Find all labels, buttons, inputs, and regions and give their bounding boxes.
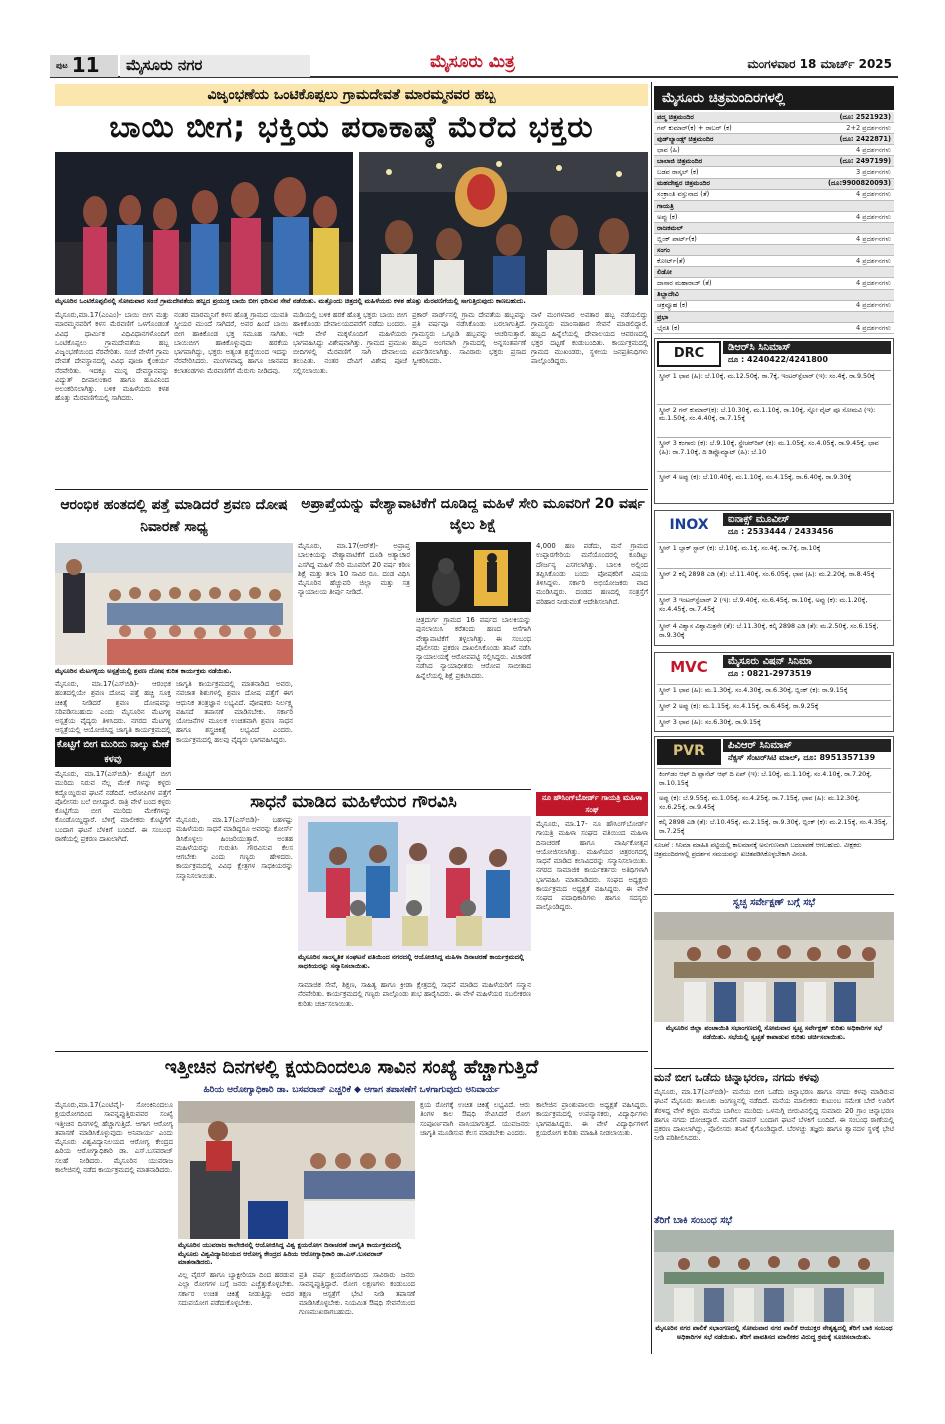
screen-schedule: ಸ್ಕ್ರೀನ್ 1 ಛಾವ (ಹಿ): ಮ.1.30ಕ್ಕೆ, ಸಂ.4.30ಕ್ಕೆ, ರಾ.6.30ಕ್ಕೆ, ಬ್ಲಿಂಕ್ (ಕ): ರಾ.9.15ಕ್ಕೆ (657, 684, 891, 700)
multiplex-box (654, 652, 894, 732)
tax-caption: ಮೈಸೂರಿನ ನಗರ ಪಾಲಿಕೆ ಸಭಾಂಗಣದಲ್ಲಿ ಸೋಮವಾರ ನಗರ ಪಾಲಿಕೆ ಆಯುಕ್ತರ ನೇತೃತ್ವದಲ್ಲಿ ತೆರಿಗೆ ಬಾಕಿ ಸಂಬಂಧ ಅಧಿಕಾರಿಗಳ ಸಭೆ ನಡೆಯಿತು. ತೆರಿಗೆ ಪಾವತಿಸದ ಮಾಲೀಕರ ವಿರುದ್ಧ ಕ್ರಮಕ್ಕೆ ಸೂಚಿಸಲಾಯಿತು. (655, 1324, 893, 1341)
multiplex-logo: INOX (657, 513, 721, 539)
theatre-phone: (ದೂ: 2497199) (839, 157, 891, 166)
theatre-show (654, 234, 894, 245)
screen-schedule: ಸ್ಕ್ರೀನ್ 3 ಕಂಗಾರು (ಕ): ಬೆ.9.10ಕ್ಕೆ, ಸ್ಟ್ರೇಚರ್‌ರಿಪ್ (ಕ): ಮ.1.05ಕ್ಕೆ, ಸಂ.4.05ಕ್ಕೆ, ರಾ.9.45ಕ್ಕೆ, ಛಾವ (ಹಿ): ರಾ.7.10ಕ್ಕೆ, ದಿ ಡಿಪ್ಲೊಮ್ಯಾಟ್ (ಹಿ): ಬೆ.10 (657, 437, 891, 471)
burglary-headline: ಮನೆ ಬೀಗ ಒಡೆದು ಚಿನ್ನಾಭರಣ, ನಗದು ಕಳವು (654, 1068, 894, 1086)
women-column-1: ಮೈಸೂರು, ಮಾ.17(ಎಸ್‌ಬಿಡಿ)- ಬಹಳಷ್ಟು ಮಹಿಳೆಯರು ಸಾಧನೆ ಮಾಡಿದ್ದರೂ ಅವರನ್ನು ಕೋರ್ಸ್ ಡಿಸಿಕೊಳ್ಳಲು ಹಿಂಜರಿಯುತ್ತಾರೆ. ಅಂತಹ ಮಹಿಳೆಯರನ್ನು ಗುರುತಿಸಿ ಗೌರವಿಸುವ ಕೆಲಸ ಆಗಬೇಕು ಎಂದು ಗಣ್ಯರು ಹೇಳಿದರು. ಕಾರ್ಯಕ್ರಮದಲ್ಲಿ ವಿವಿಧ ಕ್ಷೇತ್ರಗಳ ಸಾಧಕಿಯರನ್ನು ಸನ್ಮಾನಿಸಲಾಯಿತು. (176, 816, 293, 880)
women-headline: ಸಾಧನೆ ಮಾಡಿದ ಮಹಿಳೆಯರ ಗೌರವಿಸಿ (176, 789, 531, 813)
multiplex-name: ಮೈಸೂರು ವಿಷನ್ ಸಿನಿಮಾ (723, 655, 891, 668)
lead-column-3: ಮಡಿಯಲ್ಲಿ ಬಳಿಕ ಹರಕೆ ಹೊತ್ತ ಭಕ್ತರು ಬಾಯಿ ಬೀಗ ಹಾಕಿಕೊಂಡು ದೇವಾಲಯದವರೆಗೆ ನಡೆದು ಬಂದರು. ಇದೇ ವೇಳೆ ಮಕ್ಕಳೊಂದಿಗೆ ಮಹಿಳೆಯರು ಭಾಗವಹಿಸಿದ್ದು ವಿಶೇಷವಾಗಿತ್ತು. ಗ್ರಾಮದ ಪ್ರಮುಖ ಬೀದಿಗಳಲ್ಲಿ ಮೆರವಣಿಗೆ ಸಾಗಿ ದೇವಾಲಯ ತಲುಪಿತು. ನಂತರ ದೇವಿಗೆ ವಿಶೇಷ ಪೂಜೆ ಸಲ್ಲಿಸಲಾಯಿತು. (293, 311, 407, 375)
show-count: 4 ಪ್ರದರ್ಶನಗಳು (855, 234, 891, 243)
theatre-show (654, 323, 894, 334)
theatre-name: ಮಹದೇಶ್ವರ ಚಿತ್ರಮಂದಿರ (657, 179, 710, 188)
masthead (50, 52, 898, 78)
theatre-show (654, 168, 894, 179)
tax-photo (654, 1230, 894, 1322)
hearing-headline: ಆರಂಭಿಕ ಹಂತದಲ್ಲಿ ಪತ್ತೆ ಮಾಡಿದರೆ ಶ್ರವಣ ದೋಷ ನಿವಾರಣೆ ಸಾಧ್ಯ (60, 497, 288, 535)
section-title: ಮೈಸೂರು ನಗರ (120, 55, 310, 77)
theft-body: ಮೈಸೂರು, ಮಾ.17(ಎಸ್‌ಬಿಡಿ)- ಕೊಟ್ಟಿಗೆ ಬೀಗ ಮುರಿದು ನಿರುವ ನೆಲ್ಲ ಮೇಕೆ ಗಳನ್ನು ಕಳ್ಳರು ಕದ್ದೊಯ್ದಿರುವ ಘಟನೆ ನಡೆದಿದೆ. ಆರೋಪಿಗಳ ಪತ್ತೆಗೆ ಪೊಲೀಸರು ಬಲೆ ಬೀಸಿದ್ದಾರೆ. ರಾತ್ರಿ ವೇಳೆ ಬಂದ ಕಳ್ಳರು ಕೊಟ್ಟಿಗೆಯ ಬೀಗ ಮುರಿದು ಮೇಕೆಗಳನ್ನು ಕೊಂಡೊಯ್ದಿದ್ದಾರೆ. ಬೆಳಿಗ್ಗೆ ಮಾಲೀಕರು ಕೊಟ್ಟಿಗೆಗೆ ಬಂದಾಗ ಘಟನೆ ಬೆಳಕಿಗೆ ಬಂದಿದೆ. ಈ ಸಂಬಂಧ ಠಾಣೆಯಲ್ಲಿ ಪ್ರಕರಣ ದಾಖಲಾಗಿದೆ. (55, 770, 171, 843)
theatre-name: ರಾಜಕಮಲ್ (657, 223, 683, 232)
theatre-show (654, 212, 894, 223)
page-number: 11 (71, 53, 100, 78)
page-label-text: ಪುಟ (56, 60, 68, 70)
multiplex-name: ಡಿಆರ್‌ಸಿ ಸಿನಿಮಾಸ್ (723, 341, 891, 354)
screen-schedule: ಸ್ಕ್ರೀನ್ 1 ಬ್ಲಾಕ್ ಸ್ಟಾರ್ (ಕ): ಬೆ.10ಕ್ಕೆ, ಮ.1ಕ್ಕೆ, ಸಂ.4ಕ್ಕೆ, ರಾ.7ಕ್ಕೆ, ರಾ.10ಕ್ಕೆ (657, 542, 891, 568)
theatre-show (654, 256, 894, 267)
screen-schedule: ಸ್ಕ್ರೀನ್ 2 ಗನ್ ಕುಮಾರ್(ಕ): ಬೆ.10.30ಕ್ಕೆ, ಮ.1.10ಕ್ಕೆ, ರಾ.10ಕ್ಕೆ, ಸ್ನೋ ವೈಟ್ ಪೂ ಸೋಮವಿ (ಇ): ಮ.1.50ಕ್ಕೆ, ಸಂ.4.40ಕ್ಕೆ, ರಾ.7.15ಕ್ಕೆ (657, 404, 891, 438)
rule (55, 489, 648, 490)
theatre-venue (654, 290, 894, 301)
women-photo (298, 816, 531, 951)
tb-column-3: ಪ್ರತಿ ವರ್ಷ ಕ್ಷಯರೋಗದಿಂದ ಸಾವಿರಾರು ಜನರು ಸಾವನ್ನಪ್ಪುತ್ತಿದ್ದಾರೆ. ರೋಗ ಲಕ್ಷಣಗಳು ಕಂಡುಬಂದ ತಕ್ಷಣ ಆಸ್ಪತ್ರೆಗೆ ಭೇಟಿ ನೀಡಿ ತಪಾಸಣೆ ಮಾಡಿಸಿಕೊಳ್ಳಬೇಕು. ನಿಯಮಿತ ಔಷಧಿ ಸೇವನೆಯಿಂದ ಗುಣಮುಖರಾಗಬಹುದು. (299, 1271, 415, 1316)
court-column-3: 4,000 ಹಣ ಪಡೆದು, ಮನೆ ಗ್ರಾಮದ ಉಪ್ಪಾರಗೇರಿಯ ಮನೆಯೊಂದರಲ್ಲಿ ಕೂಡಿಟ್ಟು ದೌರ್ಜನ್ಯ ಎಸಗಲಾಗಿತ್ತು. ಬಾಲಕಿ ಅಲ್ಲಿಂದ ತಪ್ಪಿಸಿಕೊಂಡು ಬಂದು ಪೋಷಕರಿಗೆ ವಿಷಯ ತಿಳಿಸಿದ್ದಳು. ಸರ್ಕಾರಿ ಅಭಿಯೋಜಕರು ವಾದ ಮಂಡಿಸಿದ್ದರು. ದಂಡದ ಹಣದಲ್ಲಿ ಸಂತ್ರಸ್ತೆಗೆ ಪರಿಹಾರ ನೀಡುವಂತೆ ಆದೇಶಿಸಲಾಗಿದೆ. (536, 542, 648, 606)
show-count: 3 ಪ್ರದರ್ಶನಗಳು (855, 168, 891, 177)
theatre-venue (654, 245, 894, 256)
film-title: ದಾಸಾರ ಮಹಾರಾಜ್ (ತೆ) (657, 279, 712, 288)
screen-schedule: ಸ್ಕ್ರೀನ್ 3 ಇಂಟರ್‌ಸ್ಟೆಲಾರ್ 2 (ಇ): ಬೆ.9.40ಕ್ಕೆ, ಸಂ.6.45ಕ್ಕೆ, ರಾ.10ಕ್ಕೆ, ಅಪ್ಪು (ಕ): ಮ.1.20ಕ್ಕೆ, ಸಂ.4.45ಕ್ಕೆ, ರಾ.7.45ಕ್ಕೆ (657, 594, 891, 620)
lead-column-5: ನಾಳೆ ಮಂಗಳವಾರ ಅವತಾರ ಹಬ್ಬ ನಡೆಯಲಿದ್ದು ಗ್ರಾಮಸ್ಥರು ಮಾಂಸಾಹಾರ ಸೇವನೆ ಮಾಡಲಿದ್ದಾರೆ. ಹಬ್ಬದ ಹಿನ್ನೆಲೆಯಲ್ಲಿ ದೇವಾಲಯದ ಆವರಣದಲ್ಲಿ ಭಕ್ತರ ದಟ್ಟಣೆ ಕಂಡುಬಂದಿತು. ಕಾರ್ಯಕ್ರಮದಲ್ಲಿ ಗ್ರಾಮದ ಮುಖಂಡರು, ಸ್ಥಳೀಯ ಜನಪ್ರತಿನಿಧಿಗಳು ಪಾಲ್ಗೊಂಡಿದ್ದರು. (531, 311, 648, 366)
show-count: 4 ಪ್ರದರ್ಶನಗಳು (855, 146, 891, 155)
tb-column-1: ಮೈಸೂರು,ಮಾ.17(ಎಂಟಿವೈ)- ಸೋಂಕಿನಿಂದಲೂ ಕ್ಷಯರೋಗದಿಂದ ಸಾವನ್ನಪ್ಪುತ್ತಿರುವವರ ಸಂಖ್ಯೆ ಇತ್ತೀಚಿನ ದಿನಗಳಲ್ಲಿ ಹೆಚ್ಚಾಗುತ್ತಿದೆ. ಆಗಾಗ ಆರೋಗ್ಯ ತಪಾಸಣೆ ಮಾಡಿಸಿಕೊಳ್ಳುವುದು ಅನಿವಾರ್ಯ ಎಂದು ಮೈಸೂರು ವಿಶ್ವವಿದ್ಯಾನಿಲಯದ ಆರೋಗ್ಯ ಕೇಂದ್ರದ ಹಿರಿಯ ಆರೋಗ್ಯಾಧಿಕಾರಿ ಡಾ. ಎಸ್.ಬಸವರಾಜ್ ಸಲಹೆ ನೀಡಿದರು. ಮೈಸೂರಿನ ಯುವರಾಜ ಕಾಲೇಜಿನಲ್ಲಿ ನಡೆದ ಕಾರ್ಯಕ್ರಮದಲ್ಲಿ ಮಾತನಾಡಿದರು. (55, 1101, 173, 1174)
theatre-phone: (ದೂ: 2422871) (839, 134, 891, 143)
lead-headline: ಬಾಯಿ ಬೀಗ; ಭಕ್ತಿಯ ಪರಾಕಾಷ್ಠೆ ಮೆರೆದ ಭಕ್ತರು (109, 110, 594, 145)
film-title: ಛಾವ (ಹಿ) (657, 146, 680, 155)
gayatri-kicker: ನೂ ಹೌಸಿಂಗ್‌ಬೋರ್ಡ್ ಗಾಯತ್ರಿ ಮಹಿಳಾ ಸಂಘ (536, 792, 648, 816)
film-title: ಬ್ಲಿಂಕ್ ಪಾರ್ಟ್(ಕ) (657, 234, 697, 243)
multiplex-logo: MVC (657, 655, 721, 681)
women-column-2: ಸಾಮಾಜಿಕ ಸೇವೆ, ಶಿಕ್ಷಣ, ಸಾಹಿತ್ಯ ಹಾಗೂ ಕ್ರೀಡಾ ಕ್ಷೇತ್ರದಲ್ಲಿ ಸಾಧನೆ ಮಾಡಿದ ಮಹಿಳೆಯರಿಗೆ ಸನ್ಮಾನ ನೆರವೇರಿತು. ಕಾರ್ಯಕ್ರಮದಲ್ಲಿ ಗಣ್ಯರು ಪಾಲ್ಗೊಂಡು ಶುಭ ಹಾರೈಸಿದರು. ಈ ವೇಳೆ ಮಹಿಳೆಯರ ಸಬಲೀಕರಣ ಕುರಿತು ಚರ್ಚಿಸಲಾಯಿತು. (298, 981, 531, 1008)
theatre-venue (654, 267, 894, 278)
multiplex-logo: PVR (657, 739, 721, 765)
tb-subhead: ಹಿರಿಯ ಆರೋಗ್ಯಾಧಿಕಾರಿ ಡಾ. ಬಸವರಾಜ್ ಎಚ್ಚರಿಕೆ ◆ ಆಗಾಗ ತಪಾಸಣೆಗೆ ಒಳಗಾಗುವುದು ಅನಿವಾರ್ಯ (203, 1085, 500, 1095)
burglary-body: ಮೈಸೂರು, ಮಾ.17(ಎಸ್‌ಬಿಡಿ)- ಮನೆಯ ಬೀಗ ಒಡೆದು ಚಿನ್ನಾಭರಣ ಹಾಗೂ ನಗದು ಕಳವು ಮಾಡಿರುವ ಘಟನೆ ಮೈಸೂರು ತಾಲೂಕು ಜಂಗಣ್ಣನಲ್ಲಿ ನಡೆದಿದೆ. ಮನೆಯ ಮಾಲೀಕರು ಕುಟುಂಬ ಸಮೇತ ಬೇರೆ ಊರಿಗೆ ತೆರಳಿದ್ದ ವೇಳೆ ಕಳ್ಳರು ಮನೆಯ ಬಾಗಿಲು ಮುರಿದು ಒಳನುಗ್ಗಿ ಬೀರುವಿನಲ್ಲಿದ್ದ ಸುಮಾರು 20 ಗ್ರಾಂ ಚಿನ್ನಾಭರಣ ಹಾಗೂ ನಗದು ದೋಚಿದ್ದಾರೆ. ಮನೆಗೆ ವಾಪಸ್ ಬಂದಾಗ ಘಟನೆ ಬೆಳಕಿಗೆ ಬಂದಿದೆ. ಈ ಸಂಬಂಧ ಠಾಣೆಯಲ್ಲಿ ಪ್ರಕರಣ ದಾಖಲಾಗಿದ್ದು, ಪೊಲೀಸರು ತನಿಖೆ ಕೈಗೊಂಡಿದ್ದಾರೆ. ಬೆರಳಚ್ಚು ತಜ್ಞರು ಹಾಗೂ ಶ್ವಾನದಳ ಸ್ಥಳಕ್ಕೆ ಭೇಟಿ ನೀಡಿ ಪರಿಶೀಲಿಸಿದರು. (654, 1088, 894, 1143)
film-title: ಚಕ್ರವ್ಯೂಹ (ಕ) (657, 301, 688, 310)
page-label (50, 55, 118, 77)
court-column-1: ಮೈಸೂರು, ಮಾ.17(ಆರ್‌ಕೆ)- ಅಪ್ರಾಪ್ತ ಬಾಲಕಿಯನ್ನು ವೇಶ್ಯಾವಾಟಿಕೆಗೆ ದೂಡಿ ಅತ್ಯಾಚಾರ ಎಸಗಿದ್ದ ಮಹಿಳೆ ಸೇರಿ ಮೂವರಿಗೆ 20 ವರ್ಷ ಕಠಿಣ ಶಿಕ್ಷೆ ಮತ್ತು ತಲಾ 10 ಸಾವಿರ ರೂ. ದಂಡ ವಿಧಿಸಿ ಮೈಸೂರಿನ ಹೆಚ್ಚುವರಿ ಜಿಲ್ಲಾ ಮತ್ತು ಸತ್ರ ನ್ಯಾಯಾಲಯ ತೀರ್ಪು ನೀಡಿದೆ. (298, 542, 410, 597)
dateline: ಮಂಗಳವಾರ 18 ಮಾರ್ಚ್ 2025 (747, 57, 892, 71)
screen-schedule: ಸ್ಕ್ರೀನ್ 2 ಅಪ್ಪು (ಕ): ಮ.1.15ಕ್ಕೆ, ಸಂ.4.15ಕ್ಕೆ, ರಾ.6.45ಕ್ಕೆ, ರಾ.9.25ಕ್ಕೆ (657, 700, 891, 716)
screen-schedule: ಸ್ಕ್ರೀನ್ 4 ಅಪ್ಪು (ಕ): ಬೆ.10.40ಕ್ಕೆ, ಮ.1.10ಕ್ಕೆ, ಸಂ.4.15ಕ್ಕೆ, ರಾ.6.40ಕ್ಕೆ, ರಾ.9.30ಕ್ಕೆ (657, 471, 891, 505)
film-title: ಗನ್ ಕುಮಾರ್(ಕ) + ರಾಬರ್ (ಕ) (657, 123, 732, 132)
theatre-name: ಗಾಯತ್ರಿ (657, 201, 674, 210)
theatre-venue (654, 179, 894, 190)
theft-headline: ಕೊಟ್ಟಿಗೆ ಬೀಗ ಮುರಿದು ನಾಲ್ಕು ಮೇಕೆ ಕಳವು (56, 739, 170, 765)
cinema-notice: ಸೂಚನೆ : ಸಿನಿಮಾ ಮಾಹಿತಿ ಪಟ್ಟಿಯಲ್ಲಿ ಕಾಲಮಾನಕ್ಕೆ ಅನುಗುಣವಾಗಿ ಬದಲಾವಣೆ ಆಗಬಹುದು. ವೀಕ್ಷಕರು ಚಿತ್ರಮಂದಿರಗಳಲ್ಲಿ ಪ್ರದರ್ಶನ ಸಮಯವನ್ನು ಖಚಿತಪಡಿಸಿಕೊಳ್ಳಬೇಕಾಗಿ ವಿನಂತಿ. (654, 842, 862, 858)
multiplex-contact: ದೂ : 2533444 / 2433456 (728, 527, 834, 536)
show-count: 4 ಪ್ರದರ್ಶನಗಳು (855, 190, 891, 199)
multiplex-contact: ದೂ : 4240422/4241800 (728, 355, 828, 364)
show-count: 4 ಪ್ರದರ್ಶನಗಳು (855, 257, 891, 266)
clean-photo (654, 912, 894, 1022)
theatre-name: ವುಡ್‌ಲ್ಯಾಂಡ್ಸ್ ಚಿತ್ರಮಂದಿರ (657, 134, 714, 143)
hearing-column-2: ಜಾಗೃತಿ ಕಾರ್ಯಕ್ರಮದಲ್ಲಿ ಮಾತನಾಡಿದ ಅವರು, ನವಜಾತ ಶಿಶುಗಳಲ್ಲಿ ಶ್ರವಣ ದೋಷ ಪತ್ತೆಗೆ ಈಗ ಆಧುನಿಕ ತಂತ್ರಜ್ಞಾನ ಲಭ್ಯವಿದೆ. ಪೋಷಕರು ನಿರ್ಲಕ್ಷ್ಯ ವಹಿಸದೆ ತಪಾಸಣೆ ಮಾಡಿಸಬೇಕು. ಸರ್ಕಾರಿ ಯೋಜನೆಗಳ ಮೂಲಕ ಉಚಿತವಾಗಿ ಶ್ರವಣ ಸಾಧನ ಹಾಗೂ ಶಸ್ತ್ರಚಿಕಿತ್ಸೆ ಲಭ್ಯವಿದೆ ಎಂದರು. ಕಾರ್ಯಕ್ರಮದಲ್ಲಿ ಹಲವು ವೈದ್ಯರು ಭಾಗವಹಿಸಿದ್ದರು. (176, 680, 293, 744)
tb-column-2: ವಿಲ್ಲ ವೈರಸ್ ಹಾಗೂ ಬ್ಯಾಕ್ಟೀರಿಯಾ ದಿಂದ ಹರಡುವ ಎಲ್ಲಾ ರೋಗಗಳ ಬಗ್ಗೆ ಜನರು ಎಚ್ಚೆತ್ತುಕೊಳ್ಳಬೇಕು. ಸರ್ಕಾರ ಉಚಿತ ಚಿಕಿತ್ಸೆ ನೀಡುತ್ತಿದ್ದು ಅದರ ಸದುಪಯೋಗ ಪಡೆದುಕೊಳ್ಳಬೇಕು. (178, 1271, 294, 1307)
screen-schedule: ಸ್ಕ್ರೀನ್ 3 ಛಾವ (ಹಿ): ಸಂ.6.30ಕ್ಕೆ, ರಾ.9.15ಕ್ಕೆ (657, 716, 891, 732)
theatre-phone: (ದೂ: 2521923) (839, 112, 891, 121)
show-count: 4 ಪ್ರದರ್ಶನಗಳು (855, 212, 891, 221)
screen-schedule: ಕಲ್ಕಿ 2898 ಎಡಿ (ತೆ): ಬೆ.10.45ಕ್ಕೆ, ಮ.2.15ಕ್ಕೆ, ರಾ.9.30ಕ್ಕೆ, ಬ್ಲಿಂಕ್ (ಕ): ಮ.2.15ಕ್ಕೆ, ಸಂ.4.35ಕ್ಕೆ, ರಾ.7.25ಕ್ಕೆ (657, 816, 891, 840)
multiplex-box (654, 510, 894, 646)
theatre-name: ತಿಬ್ಬಾದೇವಿ (657, 290, 679, 299)
lead-photo-procession (55, 152, 353, 295)
tb-photo (178, 1101, 415, 1239)
film-title: ಕೋರ್ಟ್(ತೆ) (657, 257, 686, 266)
theatre-venue (654, 134, 894, 145)
theatre-phone: (ದೂ:9900820093) (827, 179, 891, 188)
screen-schedule: ಸ್ಕ್ರೀನ್ 2 ಕಲ್ಕಿ 2898 ಎಡಿ (ತೆ): ಬೆ.11.40ಕ್ಕೆ, ಸಂ.6.05ಕ್ಕೆ, ಛಾವ (ಹಿ): ಮ.2.20ಕ್ಕೆ, ರಾ.8.45ಕ್ಕೆ (657, 568, 891, 594)
film-title: ಬಡವ ರಾಸ್ಕಲ್ (ಕ) (657, 168, 699, 177)
lead-caption: ಮೈಸೂರಿನ ಒಂಟಿಕೊಪ್ಪಲಿನಲ್ಲಿ ಸೋಮವಾರ ಸಂಜೆ ಗ್ರಾಮದೇವತೆಯ ಹಬ್ಬದ ಪ್ರಯುಕ್ತ ಬಾಯಿ ಬೀಗ ಧರಿಸುವ ಸೇವೆ ನಡೆಯಿತು. ಮತ್ತೊಂದು ಚಿತ್ರದಲ್ಲಿ ಮಹಿಳೆಯರು ಕಳಶ ಹೊತ್ತು ಮೆರವಣಿಗೆಯಲ್ಲಿ ಸಾಗುತ್ತಿರುವುದು ಕಾಣಬಹುದು. (55, 297, 526, 305)
gayatri-body: ಮೈಸೂರು, ಮಾ.17- ನೂ ಹೌಸಿಂಗ್‌ಬೋರ್ಡ್ ಗಾಯತ್ರಿ ಮಹಿಳಾ ಸಂಘದ ವತಿಯಿಂದ ಮಹಿಳಾ ದಿನಾಚರಣೆ ಹಾಗೂ ವಾರ್ಷಿಕೋತ್ಸವ ಆಯೋಜಿಸಲಾಗಿತ್ತು. ಮಹಿಳೆಯರ ಚಿತ್ರರಂಗದಲ್ಲಿ ಸಾಧನೆ ಮಾಡಿದ ಕಲಾವಿದರನ್ನು ಸನ್ಮಾನಿಸಲಾಯಿತು. ನಗರದ ಸಾಮಾಜಿಕ ಕಾರ್ಯಕರ್ತರು ಅತಿಥಿಗಳಾಗಿ ಭಾಗವಹಿಸಿ ಮಾತನಾಡಿದರು. ಸಂಘದ ಅಧ್ಯಕ್ಷರು ಕಾರ್ಯಕ್ರಮದ ಅಧ್ಯಕ್ಷತೆ ವಹಿಸಿದ್ದರು. ಈ ವೇಳೆ ಸಂಘದ ಪದಾಧಿಕಾರಿಗಳು ಹಾಗೂ ಸದಸ್ಯರು ಪಾಲ್ಗೊಂಡಿದ್ದರು. (536, 820, 648, 912)
show-count: 4 ಪ್ರದರ್ಶನಗಳು (855, 323, 891, 332)
multiplex-box (654, 338, 894, 504)
theatre-show (654, 190, 894, 201)
multiplex-name: ಪಿವಿಆರ್ ಸಿನಿಮಾಸ್ (723, 739, 891, 752)
theatre-venue (654, 201, 894, 212)
theatre-show (654, 279, 894, 290)
multiplex-name: ಐನಾಕ್ಸ್ ಮೂವೀಸ್ (723, 513, 891, 526)
theatre-show (654, 301, 894, 312)
court-column-2: ಚಿತ್ರದುರ್ಗ ಗ್ರಾಮದ 16 ವರ್ಷದ ಬಾಲಕಿಯನ್ನು ಪುಸಲಾಯಿಸಿ ಕರೆತಂದು ಹಣದ ಆಸೆಗಾಗಿ ವೇಶ್ಯಾವಾಟಿಕೆಗೆ ತಳ್ಳಲಾಗಿತ್ತು. ಈ ಸಂಬಂಧ ಪೊಲೀಸರು ಪ್ರಕರಣ ದಾಖಲಿಸಿಕೊಂಡು ತನಿಖೆ ನಡೆಸಿ ನ್ಯಾಯಾಲಯಕ್ಕೆ ಆರೋಪಪಟ್ಟಿ ಸಲ್ಲಿಸಿದ್ದರು. ವಿಚಾರಣೆ ನಡೆಸಿದ ನ್ಯಾಯಾಧೀಶರು ಆರೋಪ ಸಾಬೀತಾದ ಹಿನ್ನೆಲೆಯಲ್ಲಿ ಶಿಕ್ಷೆ ಪ್ರಕಟಿಸಿದರು. (416, 616, 531, 680)
multiplex-logo: DRC (657, 341, 721, 367)
hearing-photo (55, 543, 293, 665)
theatre-venue (654, 312, 894, 323)
screen-schedule: ಅಪ್ಪು (ಕ): ಬೆ.9.55ಕ್ಕೆ, ಮ.1.05ಕ್ಕೆ, ಸಂ.4.25ಕ್ಕೆ, ರಾ.7.15ಕ್ಕೆ, ಛಾವ (ಹಿ): ಮ.12.30ಕ್ಕೆ, ಸಂ.6.25ಕ್ಕೆ, ರಾ.9.45ಕ್ಕೆ (657, 792, 891, 816)
rule (55, 1051, 648, 1052)
tax-headline: ತೆರಿಗೆ ಬಾಕಿ ಸಂಬಂಧ ಸಭೆ (654, 1214, 894, 1228)
tb-headline: ಇತ್ತೀಚಿನ ದಿನಗಳಲ್ಲಿ ಕ್ಷಯದಿಂದಲೂ ಸಾವಿನ ಸಂಖ್ಯೆ ಹೆಚ್ಚಾಗುತ್ತಿದೆ (164, 1057, 539, 1078)
tb-column-5: ಕಾಲೇಜಿನ ಪ್ರಾಂಶುಪಾಲರು ಅಧ್ಯಕ್ಷತೆ ವಹಿಸಿದ್ದರು. ಕಾರ್ಯಕ್ರಮದಲ್ಲಿ ಉಪನ್ಯಾಸಕರು, ವಿದ್ಯಾರ್ಥಿಗಳು ಭಾಗವಹಿಸಿದ್ದರು. ಈ ವೇಳೆ ವಿದ್ಯಾರ್ಥಿಗಳಿಗೆ ಕ್ಷಯರೋಗ ಕುರಿತು ಮಾಹಿತಿ ನೀಡಲಾಯಿತು. (536, 1101, 648, 1137)
show-count: 2+2 ಪ್ರದರ್ಶನಗಳು (846, 123, 891, 132)
screen-schedule: ಸ್ಕ್ರೀನ್ 4 ವಿಶ್ವಾಸ ವಿಶ್ವಾಮಿತ್ರನೇ (ತೆ): ಬೆ.11.30ಕ್ಕೆ, ಕಲ್ಕಿ 2898 ಎಡಿ (ತೆ): ಮ.2.50ಕ್ಕೆ, ಸಂ.6.15ಕ್ಕೆ, ರಾ.9.30ಕ್ಕೆ (657, 620, 891, 646)
theatre-name: ಪ್ರಭಾ (657, 312, 669, 321)
film-title: ಸಂಕ್ರಾಂತಿ ವಸ್ತುನಾದ (ತೆ) (657, 190, 710, 199)
clean-caption: ಮೈಸೂರಿನ ಜಿಲ್ಲಾ ಪಂಚಾಯಿತಿ ಸಭಾಂಗಣದಲ್ಲಿ ಸೋಮವಾರ ಸ್ವಚ್ಛ ಸರ್ವೇಕ್ಷಣ್ ಕುರಿತು ಅಧಿಕಾರಿಗಳ ಸಭೆ ನಡೆಯಿತು. ಸಭೆಯಲ್ಲಿ ಸ್ವಚ್ಛತೆ ಕಾಪಾಡುವ ಕುರಿತು ಚರ್ಚಿಸಲಾಯಿತು. (665, 1024, 883, 1041)
column-divider (651, 82, 652, 1354)
show-count: 4 ಪ್ರದರ್ಶನಗಳು (855, 279, 891, 288)
tb-caption: ಮೈಸೂರಿನ ಯುವರಾಜ ಕಾಲೇಜಿನಲ್ಲಿ ಆಯೋಜಿಸಿದ್ದ ವಿಶ್ವ ಕ್ಷಯರೋಗ ದಿನಾಚರಣೆ ಜಾಗೃತಿ ಕಾರ್ಯಕ್ರಮದಲ್ಲಿ ಮೈಸೂರು ವಿಶ್ವವಿದ್ಯಾನಿಲಯದ ಆರೋಗ್ಯ ಕೇಂದ್ರದ ಹಿರಿಯ ಆರೋಗ್ಯಾಧಿಕಾರಿ ಡಾ.ಎಸ್.ಬಸವರಾಜ್ ಮಾತನಾಡಿದರು. (178, 1241, 402, 1267)
lead-photo-kalasha (359, 152, 648, 295)
multiplex-contact: ದೂ : 0821-2973519 (728, 669, 812, 678)
theatre-listings-header: ಮೈಸೂರು ಚಿತ್ರಮಂದಿರಗಳಲ್ಲಿ (654, 86, 894, 110)
theatre-name: ಸಂಗಂ (657, 245, 670, 254)
theatre-venue (654, 112, 894, 123)
newspaper-logo: ಮೈಸೂರು ಮಿತ್ರ (430, 52, 515, 72)
multiplex-box (654, 736, 894, 840)
theatre-show (654, 123, 894, 134)
film-title: ಭೈರತಿ (ಕ) (657, 323, 680, 332)
theatre-name: ಲಿಡೋ (657, 268, 672, 277)
lead-column-2: ನಂತರ ಮಾರಮ್ಮನಿಗೆ ಕಳಸ ಹೊತ್ತ ಗ್ರಾಮದ ಯುವತಿ ಸ್ತ್ರೀಯರ ಮುಂದೆ ಸಾಗಿದರೆ, ಅವರ ಹಿಂದೆ ಬಾಯಿ ಬೀಗ ಹಾಕಿಕೊಂಡ ಭಕ್ತ ಸಮೂಹ ಸಾಗಿತು. ಬಾಯಿಬೀಗ ಹಾಕಿಕೊಳ್ಳುವುದು ಹರಕೆಯ ಭಾಗವಾಗಿದ್ದು, ಭಕ್ತರು ಅತ್ಯಂತ ಶ್ರದ್ಧೆಯಿಂದ ಇದನ್ನು ನೆರವೇರಿಸಿದರು. ಮಂಗಳವಾದ್ಯ ಹಾಗೂ ಜಾನಪದ ಕಲಾತಂಡಗಳು ಮೆರವಣಿಗೆಗೆ ಮೆರುಗು ನೀಡಿದವು. (174, 311, 288, 375)
theatre-name: ಪದ್ಮ ಚಿತ್ರಮಂದಿರ (657, 112, 694, 121)
court-illustration (416, 542, 531, 612)
screen-schedule: ಕಿಂಗ್‌ಡಂ ಆಫ್ ದಿ ಪ್ಲಾನೆಟ್ ಆಫ್ ದಿ ಏಪ್ (ಇ): ಬೆ.10ಕ್ಕೆ, ಮ.1.10ಕ್ಕೆ, ಸಂ.4.10ಕ್ಕೆ, ರಾ.7.20ಕ್ಕೆ, ರಾ.10.15ಕ್ಕೆ (657, 768, 891, 792)
court-headline: ಅಪ್ರಾಪ್ತೆಯನ್ನು ವೇಶ್ಯಾವಾಟಿಕೆಗೆ ದೂಡಿದ್ದ ಮಹಿಳೆ ಸೇರಿ ಮೂವರಿಗೆ 20 ವರ್ಷ ಜೈಲು ಶಿಕ್ಷೆ (301, 496, 645, 533)
lead-column-1: ಮೈಸೂರು,ಮಾ.17(ಎಂಎಂ)- ಬಾಯಿ ಬೀಗ ಮತ್ತು ಮಾರಮ್ಮನವರಿಗೆ ಕಳಸ ಮೆರವಣಿಗೆ ಒಳಗೊಂಡಂತೆ ವಿವಿಧ ಧಾರ್ಮಿಕ ವಿಧಿವಿಧಾನಗಳೊಂದಿಗೆ ಒಂಟಿಕೊಪ್ಪಲು ಗ್ರಾಮದೇವತೆಯ ಹಬ್ಬ ವಿಜೃಂಭಣೆಯಿಂದ ನೆರವೇರಿತು. ಸಂಜೆ ವೇಳೆಗೆ ಗ್ರಾಮ ದೇವತೆ ದೇವಸ್ಥಾನದಲ್ಲಿ ವಿವಿಧ ಪೂಜಾ ಕೈಂಕರ್ಯ ನೆರವೇರಿತು. ಇದಕ್ಕೂ ಮುನ್ನ ದೇವಸ್ಥಾನವನ್ನು ವಿದ್ಯುತ್ ದೀಪಾಲಂಕಾರ ಹಾಗೂ ಹೂವಿನಿಂದ ಅಲಂಕರಿಸಲಾಗಿತ್ತು. ಬಳಿಕ ಮಹಿಳೆಯರು ಕಳಶ ಹೊತ್ತು ಮೆರವಣಿಗೆಯಲ್ಲಿ ಸಾಗಿದರು. (55, 311, 169, 403)
theatre-show (654, 145, 894, 156)
theatre-venue (654, 156, 894, 167)
theatre-name: ಬಾಲಾಜಿ ಚಿತ್ರಮಂದಿರ (657, 157, 703, 166)
theatre-venue (654, 223, 894, 234)
lead-kicker: ವಿಜೃಂಭಣೆಯ ಒಂಟಿಕೊಪ್ಪಲು ಗ್ರಾಮದೇವತೆ ಮಾರಮ್ಮನವರ ಹಬ್ಬ (55, 84, 648, 106)
hearing-column-1: ಮೈಸೂರು, ಮಾ.17(ಎಸ್‌ಬಿಡಿ)- ಆರಂಭಿಕ ಹಂತದಲ್ಲಿಯೇ ಶ್ರವಣ ದೋಷ ಪತ್ತೆ ಹಚ್ಚಿ ಸೂಕ್ತ ಚಿಕಿತ್ಸೆ ನೀಡಿದರೆ ಶ್ರವಣ ದೋಷವನ್ನು ಸರಿಪಡಿಸಬಹುದು ಎಂದು ಮೈಸೂರಿನ ಮೆಟಗಳ್ಳಿ ಅಸ್ಪತ್ರೆಯ ವೈದ್ಯರು ತಿಳಿಸಿದರು. ನಗರದ ಮೆಟಗಳ್ಳಿ ಆಸ್ಪತ್ರೆಯಲ್ಲಿ ಆಯೋಜಿಸಿದ್ದ ಜಾಗೃತಿ ಕಾರ್ಯಕ್ರಮದಲ್ಲಿ (55, 680, 171, 735)
lead-column-4: ಪ್ರಕಾರ್ ವಾರ್ಡ್‌ನಲ್ಲಿ ಗ್ರಾಮ ದೇವತೆಯ ಹಬ್ಬವನ್ನು ಪ್ರತಿ ವರ್ಷವೂ ನಡೆಸಿಕೊಂಡು ಬರಲಾಗುತ್ತಿದೆ. ಗ್ರಾಮಸ್ಥರು ಒಗ್ಗೂಡಿ ಹಬ್ಬವನ್ನು ಆಚರಿಸುತ್ತಾರೆ. ಹಬ್ಬದ ಅಂಗವಾಗಿ ಗ್ರಾಮದಲ್ಲಿ ಅನ್ನಸಂತರ್ಪಣೆ ಏರ್ಪಡಿಸಲಾಗಿತ್ತು. ಸಾವಿರಾರು ಭಕ್ತರು ಪ್ರಸಾದ ಸ್ವೀಕರಿಸಿದರು. (412, 311, 526, 366)
tb-column-4: ಕ್ಷಯ ರೋಗಕ್ಕೆ ಉಚಿತ ಚಿಕಿತ್ಸೆ ಲಭ್ಯವಿದೆ. ಆರು ತಿಂಗಳ ಕಾಲ ಔಷಧಿ ಸೇವಿಸಿದರೆ ರೋಗ ಸಂಪೂರ್ಣವಾಗಿ ವಾಸಿಯಾಗುತ್ತದೆ. ಯುವಜನರು ಜಾಗೃತಿ ಮೂಡಿಸುವ ಕೆಲಸ ಮಾಡಬೇಕು ಎಂದರು. (420, 1101, 530, 1137)
women-caption: ಮೈಸೂರಿನ ಸಾಂಸ್ಕೃತಿಕ ಸಂಘಟನೆ ವತಿಯಿಂದ ನಗರದಲ್ಲಿ ಆಯೋಜಿಸಿದ್ದ ಮಹಿಳಾ ದಿನಾಚರಣೆ ಕಾರ್ಯಕ್ರಮದಲ್ಲಿ ಸಾಧಕಿಯರನ್ನು ಸನ್ಮಾನಿಸಲಾಯಿತು. (298, 953, 524, 970)
clean-headline: ಸ್ವಚ್ಛ ಸರ್ವೇಕ್ಷಣ್ ಬಗ್ಗೆ ಸಭೆ (654, 894, 894, 910)
film-title: ಅಪ್ಪು (ಕ) (657, 212, 678, 221)
screen-schedule: ಸ್ಕ್ರೀನ್ 1 ಛಾವ (ಹಿ): ಬೆ.10ಕ್ಕೆ, ಮ.12.50ಕ್ಕೆ, ರಾ.7ಕ್ಕೆ, ಇಂಟರ್‌ಸ್ಟೆಲಾರ್ (ಇ): ಸಂ.4ಕ್ಕೆ, ರಾ.9.50ಕ್ಕೆ (657, 370, 891, 404)
hearing-caption: ಮೈಸೂರಿನ ಮೆಟಗಳ್ಳಿಯ ಅಸ್ಪತ್ರೆಯಲ್ಲಿ ಶ್ರವಣ ದೋಷ ಕುರಿತ ಕಾರ್ಯಕ್ರಮ ನಡೆಯಿತು. (55, 667, 232, 675)
show-count: 4 ಪ್ರದರ್ಶನಗಳು (855, 301, 891, 310)
multiplex-contact: ನೆಕ್ಸಸ್ ಸೆಂಟರ್‌ಸಿಟಿ ಮಾಲ್, ದೂ: 8951357139 (728, 753, 876, 762)
